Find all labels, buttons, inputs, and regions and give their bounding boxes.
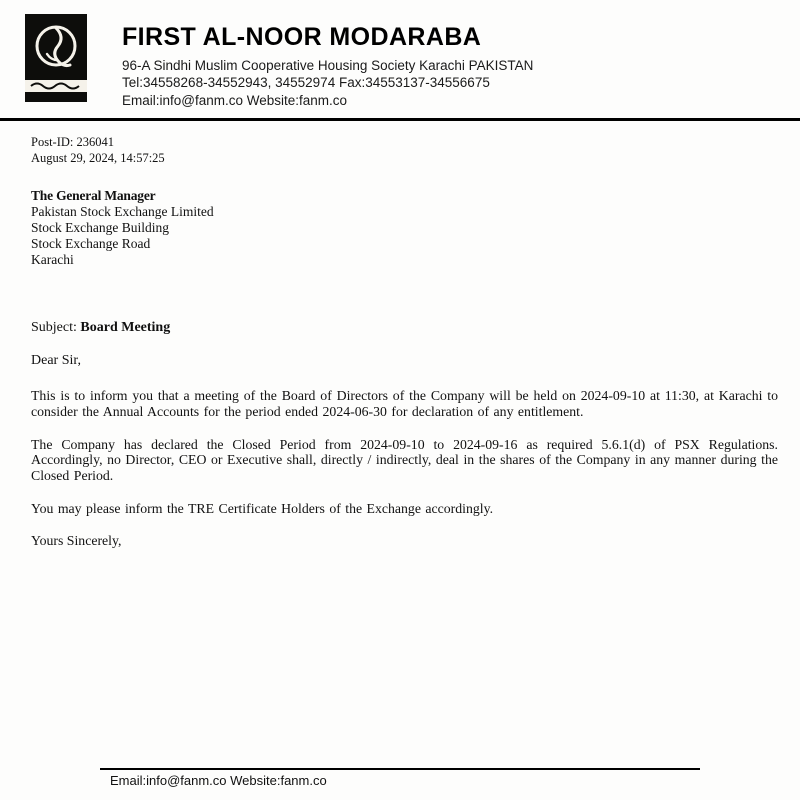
company-logo-icon [25, 14, 87, 102]
letter-datetime: August 29, 2024, 14:57:25 [31, 151, 165, 165]
paragraph-tre-notice: You may please inform the TRE Certificate Holders of the Exchange accordingly. [31, 500, 494, 516]
company-address: 96-A Sindhi Muslim Cooperative Housing Society Karachi PAKISTAN [122, 57, 534, 73]
paragraph-closed-period: The Company has declared the Closed Period from 2024-09-10 to 2024-09-16 as required 5.6.1(d) of PSX Regulations. Accordingly, no Director, CEO or Executive shall, directly / indirectly, deal in the shares of the Company in any manner during the Closed Period. [31, 436, 778, 484]
company-phone-fax: Tel:34558268-34552943, 34552974 Fax:34553137-34556675 [122, 75, 490, 90]
subject-line [31, 320, 778, 336]
recipient-title: The General Manager [31, 188, 156, 203]
letterhead [0, 0, 800, 109]
letter-content [0, 121, 800, 549]
subject-value: Board Meeting [80, 320, 171, 335]
recipient-city: Karachi [31, 252, 74, 267]
paragraph-meeting-notice: This is to inform you that a meeting of the Board of Directors of the Company will be held on 2024-09-10 at 11:30, at Karachi to consider the Annual Accounts for the period ended 2024-06-30 for declaration of any entitlement. [31, 388, 778, 419]
subject-label: Subject: [31, 320, 77, 335]
footer-divider [100, 768, 700, 770]
recipient-company: Pakistan Stock Exchange Limited [31, 204, 214, 219]
closing: Yours Sincerely, [31, 532, 122, 548]
recipient-address-2: Stock Exchange Road [31, 236, 151, 251]
recipient-block [31, 188, 778, 268]
meta-block [31, 134, 778, 166]
company-email-web: Email:info@fanm.co Website:fanm.co [122, 92, 348, 108]
post-id: Post-ID: 236041 [31, 135, 114, 149]
company-name: FIRST AL-NOOR MODARABA [122, 23, 482, 51]
salutation: Dear Sir, [31, 353, 81, 368]
page-footer [0, 768, 800, 788]
footer-email-web: Email:info@fanm.co Website:fanm.co [110, 773, 327, 788]
letterhead-text [122, 24, 533, 109]
recipient-address-1: Stock Exchange Building [31, 220, 169, 235]
